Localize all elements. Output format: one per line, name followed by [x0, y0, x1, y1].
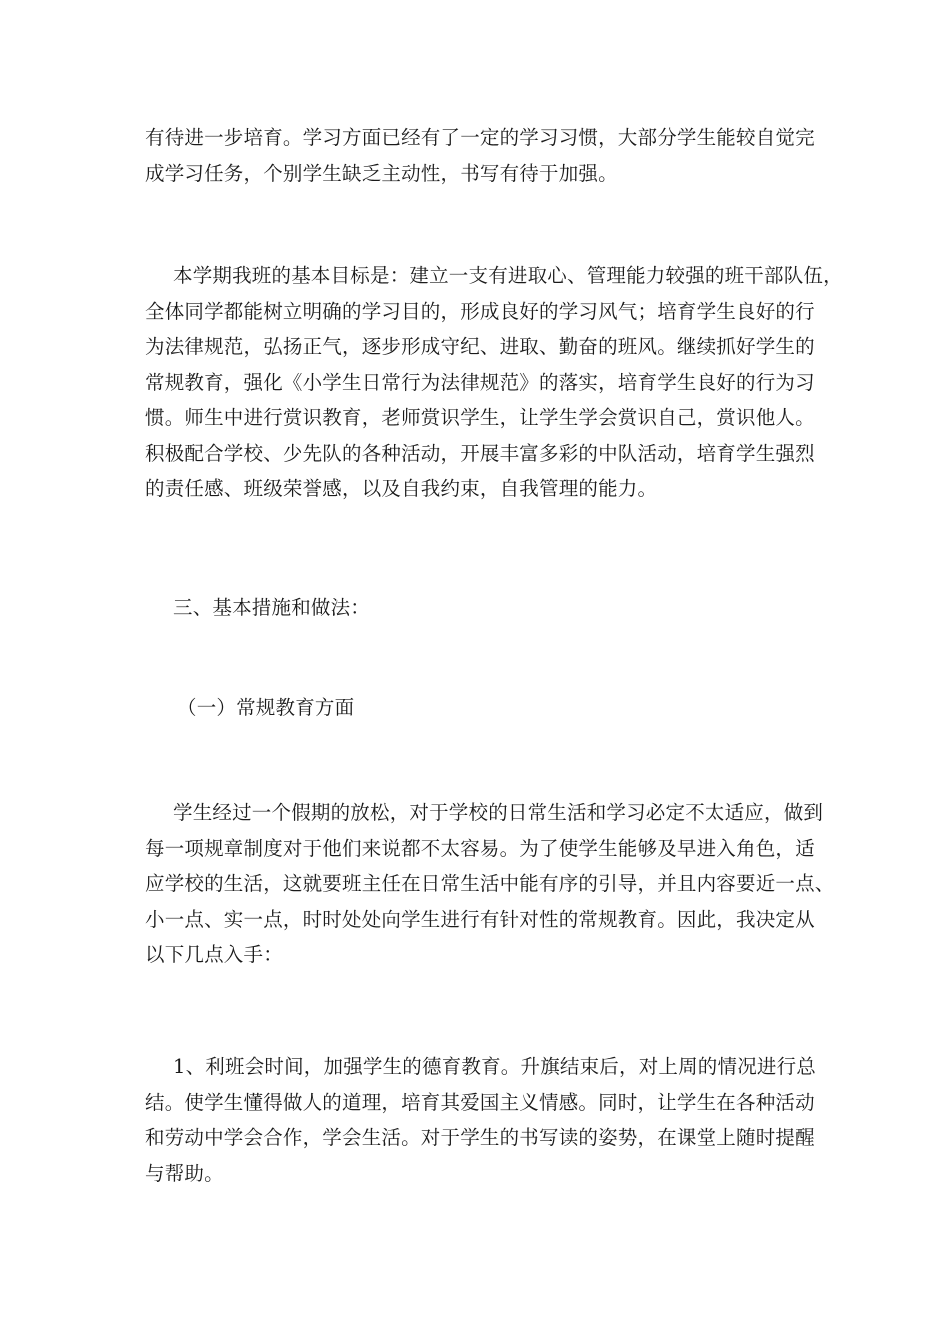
text-line: 应学校的生活，这就要班主任在日常生活中能有序的引导，并且内容要近一点、	[145, 872, 835, 895]
text-line: 结。使学生懂得做人的道理，培育其爱国主义情感。同时，让学生在各种活动	[145, 1090, 815, 1114]
text-line: 小一点、实一点，时时处处向学生进行有针对性的常规教育。因此，我决定从	[145, 907, 815, 931]
text-line: 为法律规范，弘扬正气，逐步形成守纪、进取、勤奋的班风。继续抓好学生的	[145, 335, 815, 358]
section-heading	[145, 590, 825, 626]
text-line: 积极配合学校、少先队的各种活动，开展丰富多彩的中队活动，培育学生强烈	[145, 441, 815, 465]
text-line: 每一项规章制度对于他们来说都不太容易。为了使学生能够及早进入角色，适	[145, 836, 815, 860]
text-line: 全体同学都能树立明确的学习目的，形成良好的学习风气；培育学生良好的行	[145, 299, 815, 323]
text-line: 的责任感、班级荣誉感，以及自我约束，自我管理的能力。	[145, 477, 658, 500]
paragraph-continuation	[145, 120, 825, 191]
text-line: （一）常规教育方面	[177, 696, 355, 719]
text-line: 与帮助。	[145, 1161, 224, 1185]
paragraph-item-1	[145, 1049, 825, 1191]
text-line: 和劳动中学会合作，学会生活。对于学生的书写读的姿势，在课堂上随时提醒	[145, 1126, 815, 1149]
text-line: 常规教育，强化《小学生日常行为法律规范》的落实，培育学生良好的行为习	[145, 370, 815, 394]
text-line: 1、利班会时间，加强学生的德育教育。升旗结束后，对上周的情况进行总	[173, 1055, 817, 1078]
text-line: 惯。师生中进行赏识教育，老师赏识学生，让学生学会赏识自己，赏识他人。	[145, 406, 815, 429]
paragraph-routine-education	[145, 795, 835, 973]
subsection-heading	[145, 690, 825, 726]
text-line: 学生经过一个假期的放松，对于学校的日常生活和学习必定不太适应，做到	[173, 801, 824, 824]
text-line: 以下几点入手：	[145, 943, 283, 966]
text-line: 三、基本措施和做法：	[173, 596, 371, 619]
text-line: 本学期我班的基本目标是：建立一支有进取心、管理能力较强的班干部队伍，	[173, 264, 843, 287]
paragraph-semester-goals	[145, 258, 843, 507]
text-line: 成学习任务，个别学生缺乏主动性，书写有待于加强。	[145, 161, 618, 185]
text-line: 有待进一步培育。学习方面已经有了一定的学习习惯，大部分学生能较自觉完	[145, 126, 815, 149]
